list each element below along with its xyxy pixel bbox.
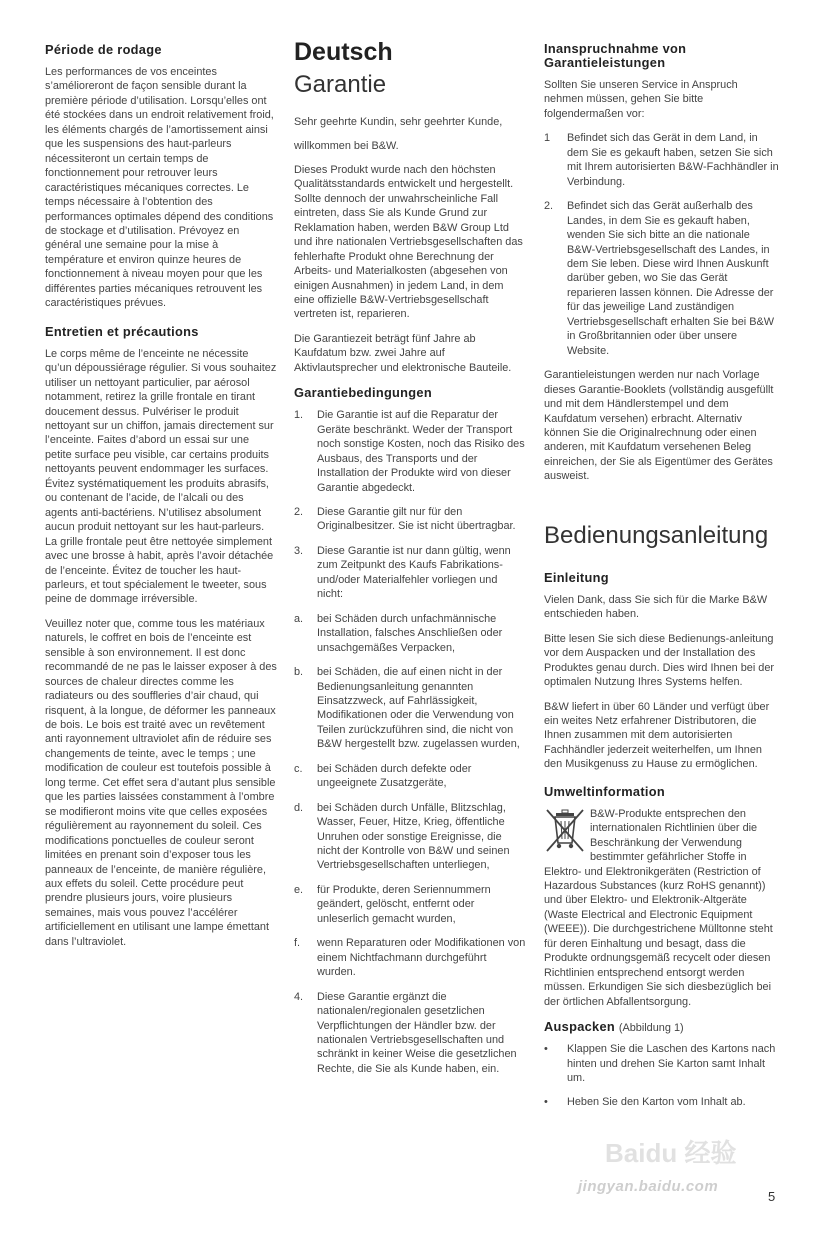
list-item-text: Die Garantie ist auf die Reparatur der Geräte beschränkt. Weder der Transport noch sonstige Kosten, noch das Risiko des Ausbaus, des Transports und der Installation der Produkte wird von dieser Garantie abgedeckt.	[317, 409, 525, 494]
list-marker: 1	[544, 132, 551, 145]
paragraph-garantie-2: Die Garantiezeit beträgt fünf Jahre ab Kaufdatum bzw. zwei Jahre auf Aktivlautsprecher und elektronische Bauteile.	[294, 332, 512, 374]
list-marker: 2.	[294, 505, 304, 518]
section-title-bedienungsanleitung: Bedienungsanleitung	[544, 521, 769, 549]
auspacken-figure-ref: (Abbildung 1)	[618, 1022, 684, 1035]
environment-text: B&W-Produkte entsprechen den internationalen Richtlinien über die Beschränkung der Verwendung bestimmter gefährlicher Stoffe in Elektro- und Elektronikgeräten (Restriction of Hazardous Substances (kurz RoHS genannt)) und über Elektro- und Elektronik-Altgeräte (Waste Electrical and Electronic Equipment (WEEE)). Die durchgestrichene Mülltonne steht für deren Einhaltung und besagt, dass die Produkte ordnungsgemäß recycelt oder diesen Richtlinien entsprechend entsorgt werden müssen. Erkundigen Sie sich diesbezüglich bei der örtlichen Abfallentsorgung.	[544, 807, 773, 1008]
unpack-item	[544, 1042, 779, 1085]
paragraph-rodage: Les performances de vos enceintes s’amélioreront de façon sensible durant la première période d’utilisation. Lorsqu’elles ont été stockées dans un endroit relativement froid, les éléments chargés de l’amortissement ainsi que les suspensions des haut-parleurs nécessiteront un certain temps de fonctionnement pour retrouver leurs caractéristiques mécaniques correctes. Le temps nécessaire à l’obtention des performances optimales dépend des conditions de stockage et d’utilisation. Prévoyez en général une semaine pour la mise à température et environ quinze heures de fonctionnement à niveau moyen pour que les différentes parties mécaniques retrouvent les caractéristiques prévues.	[45, 66, 274, 310]
condition-item	[294, 762, 526, 791]
list-marker: d.	[294, 801, 304, 814]
paragraph-entretien-1: Le corps même de l’enceinte ne nécessite qu’un dépoussiérage régulier. Si vous souhaitez utiliser un nettoyant particulier, par aérosol notamment, retirez la grille frontale en tirant doucement dessus. Pulvériser le produit nettoyant sur un chiffon, jamais directement sur l’enceinte. Faites d’abord un essai sur une petite surface peu visible, car certains produits nettoyants peuvent endommager les surfaces. Évitez systématiquement les produits abrasifs, ou contenant de l’acide, de l’alcali ou des agents anti-bactériens. N’utilisez absolument aucun produit nettoyant sur les haut-parleurs. La grille frontale peut être nettoyée simplement avec une brosse à habit, après l’avoir détachée de l’enceinte. Évitez de toucher les haut-parleurs, et tout spécialement le tweeter, sous peine de dommage irréversible.	[45, 347, 277, 606]
claim-list	[544, 131, 779, 358]
list-marker: c.	[294, 762, 303, 775]
welcome: willkommen bei B&W.	[294, 140, 399, 153]
paragraph-claim-2: Garantieleistungen werden nur nach Vorlage dieses Garantie-Booklets (vollständig ausgefüllt und mit dem Händlerstempel und dem Kaufdatum versehen) erbracht. Alternativ können Sie die Originalrechnung oder einen anderen, mit Kaufdatum versehenen Beleg einreichen, der Sie als Eigentümer des Gerätes ausweist.	[544, 369, 774, 483]
condition-item	[294, 883, 526, 926]
list-item-text: bei Schäden, die auf einen nicht in der Bedienungsanleitung genannten Einsatzzweck, auf Fahrlässigkeit, Modifikationen oder die Verwendung von Teilen zurückzuführen sind, die nicht von B&W hergestellt bzw. zugelassen wurden,	[317, 666, 520, 751]
column-garantie	[294, 0, 526, 1086]
auspacken-title: Auspacken	[544, 1019, 615, 1035]
condition-item	[294, 544, 526, 602]
heading-einleitung: Einleitung	[544, 569, 609, 585]
list-item-text: Diese Garantie gilt nur für den Originalbesitzer. Sie ist nicht übertragbar.	[317, 505, 516, 533]
condition-item	[294, 990, 526, 1077]
section-title-garantie: Garantie	[294, 71, 387, 98]
list-marker: 1.	[294, 409, 304, 422]
column-service	[544, 0, 779, 1120]
list-item-text: Diese Garantie ergänzt die nationalen/regionalen gesetzlichen Verpflichtungen der Händler bzw. der nationalen Vertriebsgesellschaften und schränkt in keiner Weise die gesetzlichen Rechte, die Sie als Kunde haben, ein.	[317, 990, 517, 1075]
language-title: Deutsch	[294, 38, 393, 66]
list-item-text: Befindet sich das Gerät außerhalb des Landes, in dem Sie es gekauft haben, wenden Sie sich bitte an die nationale B&W-Vertriebsgesellschaft des Landes, in dem Sie leben. Diese wird Ihnen Auskunft darüber geben, wo Sie das Gerät reparieren lassen können. Die Adresse der für das jeweilige Land zuständigen Vertriebsgesellschaft erhalten Sie bei B&W in Großbritannien oder über unsere Website.	[567, 200, 775, 357]
list-item-text: Befindet sich das Gerät in dem Land, in dem Sie es gekauft haben, setzen Sie sich mit Ihrem autorisierten B&W-Fachhändler in Verbindung.	[567, 132, 779, 188]
page-number: 5	[768, 1189, 776, 1204]
condition-item	[294, 408, 526, 495]
paragraph-entretien-2: Veuillez noter que, comme tous les matériaux naturels, le coffret en bois de l’enceinte est sensible à son environnement. Il est donc recommandé de ne pas le laisser exposer à des sources de chaleur directes comme les radiateurs ou des souffleries d’air chaud, qui risquent, à la longue, de déformer les panneaux de bois. Le bois est traité avec un revêtement anti rayonnement ultraviolet afin de réduire ses changements de teinte, avec le temps ; une modification de couleur est toutefois possible à long terme. Cet effet sera d’autant plus sensible que les parties laissées constamment à l’ombre se modifieront moins vite que celles exposées régulièrement au rayonnement du soleil. Ces modifications ponctuelles de couleur seront limitées en prenant soin d’exposer tous les panneaux de l’enceinte, de manière régulière, aux effets du soleil. Cette procédure peut prendre plusieurs jours, voire plusieurs semaines, mais vous pouvez l’accélérer artificiellement en utilisant une lampe émettant dans l’ultraviolet.	[45, 617, 277, 948]
watermark-logo: Baidu 经验	[605, 1138, 737, 1168]
crossed-bin-icon	[544, 807, 586, 853]
list-item-text: Heben Sie den Karton vom Inhalt ab.	[567, 1096, 746, 1109]
list-item-text: bei Schäden durch defekte oder ungeeignete Zusatzgeräte,	[317, 762, 472, 790]
conditions-list	[294, 408, 526, 1076]
condition-item	[294, 665, 526, 752]
unpack-list	[544, 1042, 779, 1110]
list-item-text: Diese Garantie ist nur dann gültig, wenn zum Zeitpunkt des Kaufs Fabrikations- und/oder Materialfehler vorliegen und nicht:	[317, 544, 511, 601]
list-marker: f.	[294, 937, 301, 950]
list-item-text: wenn Reparaturen oder Modifikationen von einem Nichtfachmann durchgeführt wurden.	[317, 937, 526, 979]
paragraph-intro-2: Bitte lesen Sie sich diese Bedienungs-anleitung vor dem Auspacken und der Installation des Produktes genau durch. Dies wird Ihnen bei der optimalen Nutzung Ihres Systems helfen.	[544, 632, 775, 689]
paragraph-claim-1: Sollten Sie unseren Service in Anspruch nehmen müssen, gehen Sie bitte folgendermaßen vor:	[544, 79, 738, 120]
list-item-text: bei Schäden durch unfachmännische Installation, falsches Anschließen oder unsachgemäßes Verpacken,	[317, 612, 503, 654]
greeting: Sehr geehrte Kundin, sehr geehrter Kunde,	[294, 116, 503, 128]
list-marker: 2.	[544, 200, 554, 213]
paragraph-garantie-1: Dieses Produkt wurde nach den höchsten Qualitätsstandards entwickelt und hergestellt. Sollte dennoch der unwahrscheinliche Fall eintreten, dass Sie als Kunde Grund zur Reklamation haben, werden B&W Group Ltd und ihre nationalen Vertriebsgesellschaften das fehlerhafte Produkt ohne Berechnung der Arbeits- und Materialkosten (abgesehen von einigen Ausnahmen) in jedem Land, in dem eine offizielle B&W-Vertriebsgesellschaft vertreten ist, reparieren.	[294, 163, 523, 321]
column-french	[45, 0, 277, 959]
heading-periode-de-rodage: Période de rodage	[45, 42, 162, 57]
list-marker: e.	[294, 883, 304, 896]
unpack-item	[544, 1095, 779, 1109]
heading-garantiebedingungen: Garantiebedingungen	[294, 385, 432, 401]
list-marker: a.	[294, 612, 304, 625]
list-item-text: für Produkte, deren Seriennummern geändert, gelöscht, entfernt oder unleserlich gemacht wurden,	[317, 883, 491, 925]
paragraph-intro-3: B&W liefert in über 60 Länder und verfügt über ein weites Netz erfahrener Distributoren, die Ihnen zusammen mit dem autorisierten Fachhändler jederzeit weiterhelfen, um Ihnen den Musikgenuss zu Hause zu ermöglichen.	[544, 700, 770, 771]
condition-item	[294, 612, 526, 655]
claim-item	[544, 199, 779, 358]
paragraph-environment	[544, 807, 779, 1009]
watermark-text: jingyan.baidu.com	[578, 1178, 719, 1195]
condition-item	[294, 936, 526, 979]
condition-item	[294, 505, 526, 534]
list-marker: 4.	[294, 990, 304, 1003]
claim-item	[544, 131, 779, 189]
list-marker: •	[544, 1043, 548, 1056]
list-item-text: bei Schäden durch Unfälle, Blitzschlag, Wasser, Feuer, Hitze, Krieg, öffentliche Unruhen oder sonstige Ereignisse, die nicht der Kontrolle von B&W und seinen Vertriebsgesellschaften unterliegen,	[317, 801, 510, 872]
heading-entretien: Entretien et précautions	[45, 323, 199, 339]
list-marker: •	[544, 1096, 548, 1109]
heading-auspacken	[544, 1019, 779, 1034]
list-marker: 3.	[294, 544, 304, 557]
list-marker: b.	[294, 666, 304, 679]
heading-umweltinformation: Umweltinformation	[544, 783, 665, 799]
paragraph-intro-1: Vielen Dank, dass Sie sich für die Marke B&W entschieden haben.	[544, 593, 768, 621]
condition-item	[294, 801, 526, 873]
list-item-text: Klappen Sie die Laschen des Kartons nach hinten und drehen Sie Karton samt Inhalt um.	[567, 1043, 776, 1085]
heading-inanspruchnahme: Inanspruchnahme von Garantieleistungen	[544, 41, 687, 70]
